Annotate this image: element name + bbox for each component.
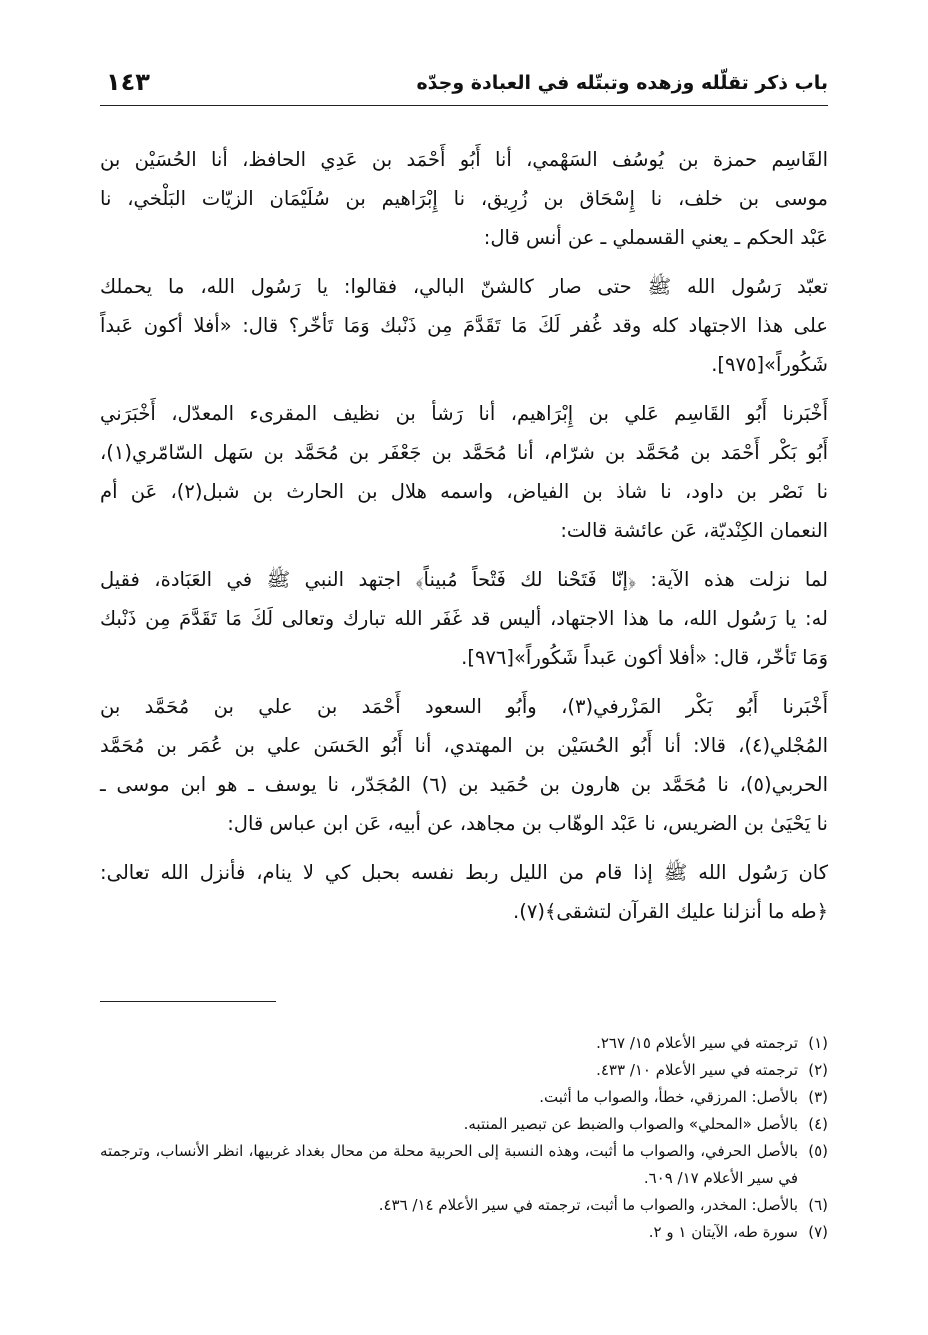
text-line: على هذا الاجتهاد كله وقد غُفر لَكَ مَا تَقَدَّمَ مِن ذَنْبك وَمَا تَأخّر؟ قال: «أفلا أكون عَبداً (100, 314, 828, 337)
page-number: ١٤٣ (106, 68, 150, 96)
paragraph (100, 394, 828, 550)
footnote (100, 1030, 828, 1057)
paragraph (100, 687, 828, 843)
text-line: عَبْد الحكم ـ يعني القسملي ـ عن أنس قال: (483, 226, 828, 249)
main-text (100, 140, 828, 941)
text-line: النعمان الكِنْديّة، عَن عائشة قالت: (560, 519, 828, 542)
text-line: نا يَحْيَىٰ بن الضريس، نا عَبْد الوهّاب بن مجاهد، عن أبيه، عَن ابن عباس قال: (227, 812, 828, 835)
footnote-text: ترجمته في سير الأعلام ١٠/ ٤٣٣. (596, 1061, 798, 1079)
text-line: أَبُو بَكْر أَحْمَد بن مُحَمَّد بن شرّام، أنا مُحَمَّد بن جَعْفَر بن مُحَمَّد بن سَهل السّامّري(١)، (100, 441, 828, 464)
text-line: القَاسِم حمزة بن يُوسُف السَهْمي، أنا أَبُو أَحْمَد بن عَدِي الحافظ، أنا الحُسَيْن بن (100, 148, 828, 171)
footnote-text: بالأصل: المخدر، والصواب ما أثبت، ترجمته في سير الأعلام ١٤/ ٤٣٦. (378, 1196, 798, 1214)
text-line: ﴿طه ما أنزلنا عليك القرآن لتشقى﴾(٧). (513, 900, 828, 923)
paragraph (100, 267, 828, 384)
footnote (100, 1111, 828, 1138)
text-line: له: يا رَسُول الله، ما هذا الاجتهاد، أليس قد غَفَر الله تبارك وتعالى لَكَ مَا تَقَدَّمَ مِن ذَنْبك (100, 607, 828, 630)
text-line: أَخْبَرنا أَبُو بَكْر المَزْرفي(٣)، وأَبُو السعود أَحْمَد بن علي بن مُحَمَّد بن (100, 695, 828, 718)
text-line: أَخْبَرنا أَبُو القَاسِم عَلي بن إِبْرَاهيم، أنا رَشأ بن نظيف المقرىء المعدّل، أَخْبَرَني (100, 402, 828, 425)
paragraph (100, 560, 828, 677)
header-rule (100, 105, 828, 106)
text-line: نا نَصْر بن داود، نا شاذ بن الفياض، واسمه هلال بن الحارث بن شبل(٢)، عَن أم (100, 480, 828, 503)
footnotes (100, 1030, 828, 1246)
footnote (100, 1138, 828, 1192)
text-line: وَمَا تَأخّر، قال: «أفلا أكون عَبداً شَكُوراً»[٩٧٦]. (461, 646, 828, 669)
text-line: الحربي(٥)، نا مُحَمَّد بن هارون بن حُمَيد بن (٦) المُجَدّر، نا يوسف ـ هو ابن موسى ـ (100, 773, 828, 796)
footnote-rule (100, 1001, 276, 1002)
footnote-number: (٥) (808, 1142, 828, 1160)
paragraph (100, 853, 828, 931)
footnote-text: بالأصل: المرزقي، خطأ، والصواب ما أثبت. (539, 1088, 798, 1106)
footnote-text: بالأصل «المحلي» والصواب والضبط عن تبصير المنتبه. (463, 1115, 798, 1133)
text-line: شَكُوراً»[٩٧٥]. (711, 353, 828, 376)
footnote (100, 1057, 828, 1084)
text-line: تعبّد رَسُول الله ﷺ حتى صار كالشنّ البالي، فقالوا: يا رَسُول الله، ما يحملك (100, 275, 828, 298)
footnote (100, 1192, 828, 1219)
footnote-number: (١) (808, 1034, 828, 1052)
footnote-number: (٣) (808, 1088, 828, 1106)
text-line: لما نزلت هذه الآية: ﴿إنّا فَتَحْنا لك فَتْحاً مُبيناً﴾ اجتهد النبي ﷺ في العَبَادة، فقيل (100, 568, 828, 591)
text-line: كان رَسُول الله ﷺ إذا قام من الليل ربط نفسه بحبل كي لا ينام، فأنزل الله تعالى: (100, 861, 828, 884)
footnote (100, 1219, 828, 1246)
paragraph (100, 140, 828, 257)
footnote-number: (٧) (808, 1223, 828, 1241)
footnote (100, 1084, 828, 1111)
footnote-number: (٤) (808, 1115, 828, 1133)
footnote-text: بالأصل الحرفي، والصواب ما أثبت، وهذه النسبة إلى الحربية محلة من محال بغداد غربيها، انظر الأنساب، وترجمته في سير الأعلام ١٧/ ٦٠٩. (100, 1142, 798, 1187)
footnote-text: سورة طه، الآيتان ١ و ٢. (648, 1223, 798, 1241)
text-line: المُجْلي(٤)، قالا: أنا أَبُو الحُسَيْن بن المهتدي، أنا أَبُو الحَسَن علي بن عُمَر بن مُحَمَّد (100, 734, 828, 757)
text-line: موسى بن خلف، نا إِسْحَاق بن زُرِيق، نا إِبْرَاهيم بن سُلَيْمَان الزيّات البَلْخي، نا (100, 187, 828, 210)
footnote-number: (٢) (808, 1061, 828, 1079)
footnote-text: ترجمته في سير الأعلام ١٥/ ٢٦٧. (596, 1034, 798, 1052)
chapter-title: باب ذكر تقلّله وزهده وتبتّله في العبادة وجدّه (416, 72, 828, 94)
footnote-number: (٦) (808, 1196, 828, 1214)
running-header (100, 64, 828, 104)
